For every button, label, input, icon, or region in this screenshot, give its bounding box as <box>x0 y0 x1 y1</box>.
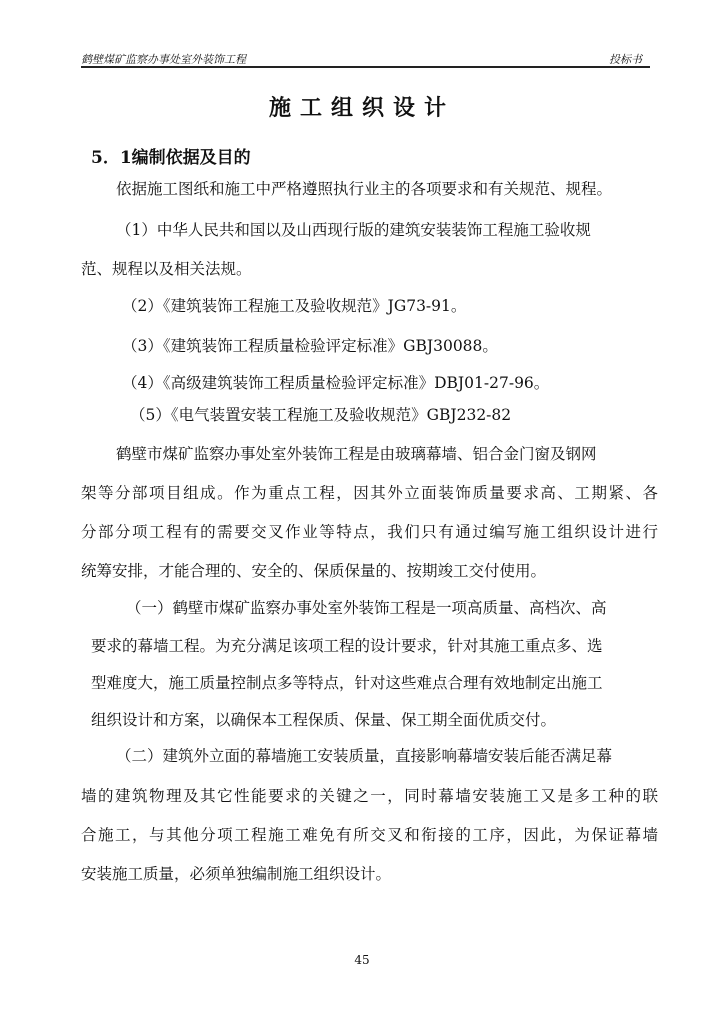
list-item: （4）《高级建筑装饰工程质量检验评定标准》DBJ01-27-96。 <box>122 374 550 392</box>
header-project-name: 鹤壁煤矿监察办事处室外装饰工程 <box>81 53 246 66</box>
paragraph-line: 安装施工质量，必须单独编制施工组织设计。 <box>81 865 392 883</box>
page-number: 45 <box>354 953 370 967</box>
page-header <box>81 50 650 66</box>
header-document-type: 投标书 <box>609 53 642 66</box>
list-item: （5）《电气装置安装工程施工及验收规范》GBJ232-82 <box>130 406 512 424</box>
paragraph-line: （一）鹤壁市煤矿监察办事处室外装饰工程是一项高质量、高档次、高 <box>126 599 607 617</box>
paragraph-line: 分部分项工程有的需要交叉作业等特点，我们只有通过编写施工组织设计进行 <box>81 523 658 541</box>
paragraph-line: 依据施工图纸和施工中严格遵照执行业主的各项要求和有关规范、规程。 <box>116 180 613 198</box>
paragraph-line: （二）建筑外立面的幕墙施工安装质量，直接影响幕墙安装后能否满足幕 <box>116 747 613 765</box>
paragraph-line: 统筹安排，才能合理的、安全的、保质保量的、按期竣工交付使用。 <box>81 562 547 580</box>
list-item: （3）《建筑装饰工程质量检验评定标准》GBJ30088。 <box>122 337 498 355</box>
paragraph-line: 墙的建筑物理及其它性能要求的关键之一，同时幕墙安装施工又是多工种的联 <box>81 787 658 805</box>
section-heading: 5．1编制依据及目的 <box>91 148 251 168</box>
list-item: （2）《建筑装饰工程施工及验收规范》JG73-91。 <box>122 297 467 315</box>
page-title: 施工组织设计 <box>268 95 455 121</box>
paragraph-line: 鹤壁市煤矿监察办事处室外装饰工程是由玻璃幕墙、铝合金门窗及钢网 <box>116 445 597 463</box>
paragraph-line: 组织设计和方案，以确保本工程保质、保量、保工期全面优质交付。 <box>91 711 557 729</box>
paragraph-line: 合施工，与其他分项工程施工难免有所交叉和衔接的工序，因此，为保证幕墙 <box>81 826 658 844</box>
paragraph-line: 架等分部项目组成。作为重点工程，因其外立面装饰质量要求高、工期紧、各 <box>81 484 658 502</box>
paragraph-line: 型难度大，施工质量控制点多等特点，针对这些难点合理有效地制定出施工 <box>91 674 603 692</box>
paragraph-line: （1）中华人民共和国以及山西现行版的建筑安装装饰工程施工验收规 <box>116 221 591 239</box>
paragraph-line: 要求的幕墙工程。为充分满足该项工程的设计要求，针对其施工重点多、选 <box>91 637 603 655</box>
paragraph-line: 范、规程以及相关法规。 <box>81 260 252 278</box>
header-rule <box>81 66 650 68</box>
